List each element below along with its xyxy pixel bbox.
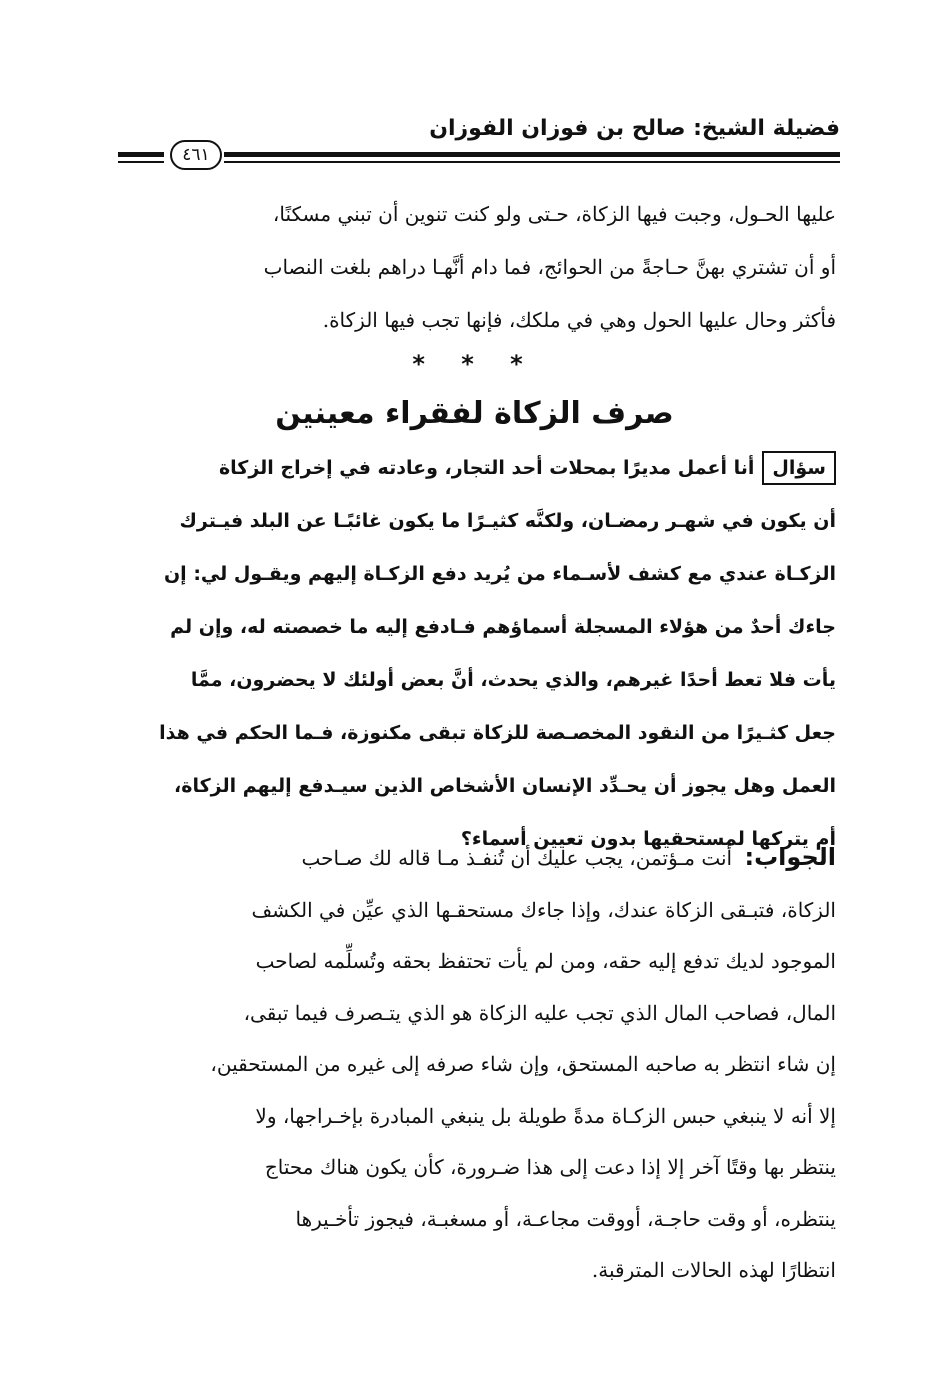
text-line: المال، فصاحب المال الذي تجب عليه الزكاة هو الذي يتـصرف فيما تبقى،: [243, 1000, 836, 1025]
header-rule-left: [118, 152, 164, 157]
text-line: أو أن تشتري بهنَّ حـاجةً من الحوائج، فما دام أنَّهـا دراهم بلغت النصاب: [263, 255, 836, 279]
text-line: أن يكون في شهـر رمضـان، ولكنَّه كثيـرًا ما يكون غائبًـا عن البلد فيـترك: [179, 510, 836, 532]
header-rule: [224, 152, 840, 157]
text-line: ينتظر بها وقتًا آخر إلا إذا دعت إلى هذا ضـرورة، كأن يكون هناك محتاج: [264, 1155, 836, 1179]
text-line: إن شاء انتظر به صاحبه المستحق، وإن شاء صرفه إلى غيره من المستحقين،: [210, 1052, 836, 1076]
text-line: جاءك أحدٌ من هؤلاء المسجلة أسماؤهم فـادفع إليه ما خصصته له، وإن لم: [170, 616, 836, 638]
header-author: فضيلة الشيخ: صالح بن فوزان الفوزان: [429, 116, 840, 141]
text-line: أنت مـؤتمن، يجب عليك أن تُنفـذ مـا قاله لك صـاحب: [301, 846, 733, 870]
header-rule-thin: [224, 161, 840, 163]
question-first-line: [118, 442, 836, 495]
page-number: ٤٦١: [170, 140, 222, 170]
text-line: عليها الحـول، وجبت فيها الزكاة، حـتى ولو كنت تنوين أن تبني مسكنًا،: [272, 202, 836, 226]
text-line: الموجود لديك تدفع إليه حقه، ومن لم يأت تحتفظ بحقه وتُسلِّمه لصاحب: [255, 949, 836, 973]
intro-paragraph: [118, 188, 836, 347]
section-title: صرف الزكاة لفقراء معينين: [275, 396, 674, 431]
question-label: سؤال: [762, 451, 836, 485]
text-line: الزكاة، فتبـقى الزكاة عندك، وإذا جاءك مستحقـها الذي عيِّن في الكشف: [251, 897, 836, 922]
question-block: [118, 442, 836, 866]
answer-first-line: [118, 832, 836, 885]
text-line: انتظارًا لهذه الحالات المترقبة.: [591, 1258, 836, 1282]
answer-label: الجواب:: [744, 843, 836, 871]
text-line: الزكـاة عندي مع كشف لأسـماء من يُريد دفع الزكـاة إليهم ويقـول لي: إن: [163, 563, 836, 585]
text-line: أنا أعمل مديرًا بمحلات أحد التجار، وعادته في إخراج الزكاة: [218, 457, 755, 479]
page-header: [112, 112, 840, 174]
section-separator: * * *: [412, 350, 537, 378]
text-line: ينتظره، أو وقت حاجـة، أووقت مجاعـة، أو مسغبـة، فيجوز تأخـيرها: [295, 1206, 836, 1231]
text-line: يأت فلا تعط أحدًا غيرهم، والذي يحدث، أنَّ بعض أولئك لا يحضرون، ممَّا: [190, 669, 836, 691]
text-line: العمل وهل يجوز أن يحـدِّد الإنسان الأشخاص الذين سيـدفع إليهم الزكاة،: [174, 775, 836, 797]
answer-block: [118, 832, 836, 1297]
text-line: جعل كثـيرًا من النقود المخصـصة للزكاة تبقى مكنوزة، فـما الحكم في هذا: [159, 722, 836, 744]
text-line: أم يتركها لمستحقيها بدون تعيين أسماء؟: [460, 828, 836, 850]
header-rule-left-thin: [118, 161, 164, 163]
text-line: إلا أنه لا ينبغي حبس الزكـاة مدةً طويلة بل ينبغي المبادرة بإخـراجها، ولا: [255, 1103, 836, 1128]
text-line: فأكثر وحال عليها الحول وهي في ملكك، فإنها تجب فيها الزكاة.: [322, 308, 836, 332]
